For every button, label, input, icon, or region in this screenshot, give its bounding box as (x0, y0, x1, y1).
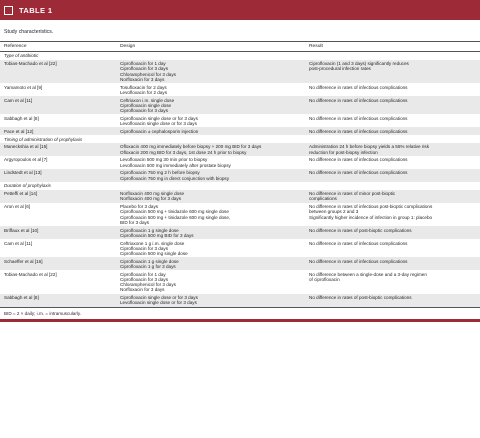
table-row (0, 239, 480, 257)
design-line: Ciprofloxacin 500 mg + tinidazole 600 mg single dose (120, 209, 229, 215)
design-line: Ciprofloxacin 750 mg 2 h before biopsy (120, 170, 200, 176)
design-cell (116, 294, 305, 307)
design-cell (116, 127, 305, 135)
design-line: Ciprofloxacin single dose (120, 102, 172, 108)
table-icon (4, 6, 13, 15)
result-cell (305, 239, 480, 257)
section-title: Timing of administration of prophylaxis (4, 136, 83, 142)
design-line: Ciprofloxacin for 1 day (120, 271, 166, 277)
design-line: Ciprofloxacin 1 g for 3 days (120, 263, 176, 269)
table-row (0, 96, 480, 114)
reference-cell: Cam et al [11] (0, 96, 116, 114)
result-line: No difference between a single-dose and a 3-day regimen (309, 271, 427, 277)
design-line: Ciprofloxacin for 3 days (120, 107, 169, 113)
table-header-bar (0, 0, 480, 20)
design-line: Levofloxacin 500 mg 30 min prior to biopsy (120, 157, 208, 163)
table-row (0, 114, 480, 127)
design-line: Ciprofloxacin 750 mg in direct conjunction with biopsy (120, 175, 230, 181)
design-line: Tosufloxacin for 2 days (120, 84, 167, 90)
reference-cell: Tobias-Machado et al [22] (0, 60, 116, 83)
reference-cell: Schaeffer et al [16] (0, 257, 116, 270)
design-cell (116, 169, 305, 182)
result-cell (305, 190, 480, 203)
design-line: Ofloxacin 200 mg BID for 3 days, 1st dose 24 h prior to biopsy (120, 149, 247, 155)
reference-cell: Briffaux et al [10] (0, 226, 116, 239)
design-line: Ceftriaxon i.m. single dose (120, 97, 175, 103)
result-line: No difference in rates of infectious complications (309, 157, 408, 163)
result-cell (305, 226, 480, 239)
design-cell (116, 143, 305, 156)
reference-cell: Cam et al [11] (4, 240, 33, 246)
section-row (0, 135, 480, 143)
design-line: Chloramphenicol for 3 days (120, 71, 176, 77)
result-cell (305, 127, 480, 135)
section-row (0, 52, 480, 60)
design-line: Ciprofloxacin 1 g single dose (120, 258, 179, 264)
design-cell (116, 257, 305, 270)
reference-cell: Yamamoto et al [9] (4, 84, 43, 90)
reference-cell: Pace et al [12] (0, 127, 116, 135)
design-line: Ciprofloxacin 500 mg BID for 3 days (120, 232, 194, 238)
result-cell (305, 257, 480, 270)
reference-cell: Maneckshia et al [15] (0, 143, 116, 156)
table-row (0, 270, 480, 293)
study-table (0, 41, 480, 307)
design-cell (116, 96, 305, 114)
design-cell (116, 83, 305, 96)
result-line: No difference in rates of post-bioptic complications (309, 227, 412, 233)
table-footnote: BID = 2 × daily; i.m. = intramuscularly. (0, 307, 480, 318)
result-cell (305, 96, 480, 114)
design-line: Ciprofloxacin 1 g single dose (120, 227, 179, 233)
section-title: Duration of prophylaxis (4, 183, 51, 189)
design-cell (116, 60, 305, 83)
design-line: Ofloxacin 400 mg immediately before biopsy + 200 mg BID for 3 days (120, 144, 262, 150)
result-line: No difference in rates of infectious complications (309, 240, 408, 246)
result-cell (305, 114, 480, 127)
table-row (0, 190, 480, 203)
reference-cell: Sabbagh et al [8] (4, 115, 39, 121)
reference-cell: Lindstedt et al [13] (0, 169, 116, 182)
table-row (0, 143, 480, 156)
result-cell (305, 294, 480, 307)
design-line: Norfloxacin 400 mg for 3 days (120, 196, 182, 202)
result-line: No difference in rates of infectious post-bioptic complications (309, 204, 433, 210)
table-row (0, 60, 480, 83)
result-cell (305, 270, 480, 293)
design-cell (116, 190, 305, 203)
result-cell (305, 143, 480, 156)
result-cell (305, 169, 480, 182)
result-line: post-procedural infection rates (309, 66, 371, 72)
table-row (0, 294, 480, 307)
design-line: Norfloxacin 400 mg single dose (120, 191, 185, 197)
result-cell (305, 156, 480, 169)
result-line: No difference in rates of post-bioptic complications (309, 295, 412, 301)
design-line: Levofloxacin 500 mg immediately after prostate biopsy (120, 162, 231, 168)
table-header-row (0, 42, 480, 52)
table-row (0, 156, 480, 169)
design-line: Ciprofloxacin for 1 day (120, 61, 166, 67)
design-line: Ciprofloxacin 500 mg single dose (120, 250, 188, 256)
result-line: No difference in rates of infectious complications (309, 115, 408, 121)
design-line: Levofloxacin single dose or for 3 days (120, 120, 197, 126)
design-cell (116, 114, 305, 127)
result-line: of ciprofloxacin (309, 276, 340, 282)
design-cell (116, 156, 305, 169)
result-cell (305, 60, 480, 83)
reference-cell: Argyropoulos et al [7] (4, 157, 48, 163)
design-line: Norfloxacin for 3 days (120, 76, 165, 82)
design-line: Levofloxacin for 2 days (120, 89, 167, 95)
design-line: Norfloxacin for 3 days (120, 287, 165, 293)
table-row (0, 127, 480, 135)
table-row (0, 83, 480, 96)
result-cell (305, 203, 480, 226)
design-line: BID for 3 days (120, 219, 150, 225)
result-line: Administration 24 h before biopsy yields a 55% relative risk (309, 144, 430, 150)
table-row (0, 203, 480, 226)
design-line: Ciprofloxacin for 3 days (120, 66, 169, 72)
column-header-reference: Reference (0, 42, 116, 52)
design-line: Levofloxacin single dose or for 3 days (120, 300, 197, 306)
table-caption: Study characteristics. (4, 29, 54, 35)
table-row (0, 169, 480, 182)
design-line: Chloramphenicol for 3 days (120, 282, 176, 288)
design-line: Ciprofloxacin single dose or for 3 days (120, 115, 198, 121)
section-row (0, 182, 480, 190)
table-body (0, 52, 480, 307)
column-header-result: Result (305, 42, 480, 52)
result-cell (305, 83, 480, 96)
table-title: TABLE 1 (19, 5, 53, 15)
design-cell (116, 203, 305, 226)
result-line: reduction for post-biopsy infection (309, 149, 378, 155)
result-line: between groups 2 and 3 (309, 209, 359, 215)
design-line: Ceftriaxone 1 g i.m. single dose (120, 240, 185, 246)
design-line: Placebo for 3 days (120, 204, 159, 210)
result-line: Significantly higher incidence of infection in group 1: placebo (309, 214, 433, 220)
design-cell (116, 226, 305, 239)
result-line: No difference in rates of minor post-bioptic (309, 191, 396, 197)
result-line: No difference in rates of infectious complications (309, 128, 408, 134)
reference-cell: Petteffi et al [14] (0, 190, 116, 203)
reference-cell: Aron et al [6] (4, 204, 31, 210)
design-line: Ciprofloxacin ± cephalosporin injection (120, 128, 199, 134)
section-title: Type of antibiotic (4, 53, 39, 59)
result-line: No difference in rates of infectious complications (309, 258, 408, 264)
table-row (0, 257, 480, 270)
design-cell (116, 270, 305, 293)
table-bottom-bar (0, 319, 480, 322)
result-line: Ciprofloxacin (1 and 3 days) significantly reduces (309, 61, 409, 67)
reference-cell: Sabbagh et al [8] (0, 294, 116, 307)
reference-cell: Tobias-Machado et al [22] (4, 271, 57, 277)
table-row (0, 226, 480, 239)
column-header-design: Design (116, 42, 305, 52)
result-line: No difference in rates of infectious complications (309, 84, 408, 90)
design-line: Ciprofloxacin single dose or for 3 days (120, 295, 198, 301)
result-line: No difference in rates of infectious complications (309, 170, 408, 176)
design-cell (116, 239, 305, 257)
design-line: Ciprofloxacin for 3 days (120, 276, 169, 282)
result-line: complications (309, 196, 337, 202)
design-line: Ciprofloxacin for 3 days (120, 245, 169, 251)
result-line: No difference in rates of infectious complications (309, 97, 408, 103)
design-line: Ciprofloxacin 500 mg + tinidazole 600 mg single dose, (120, 214, 231, 220)
